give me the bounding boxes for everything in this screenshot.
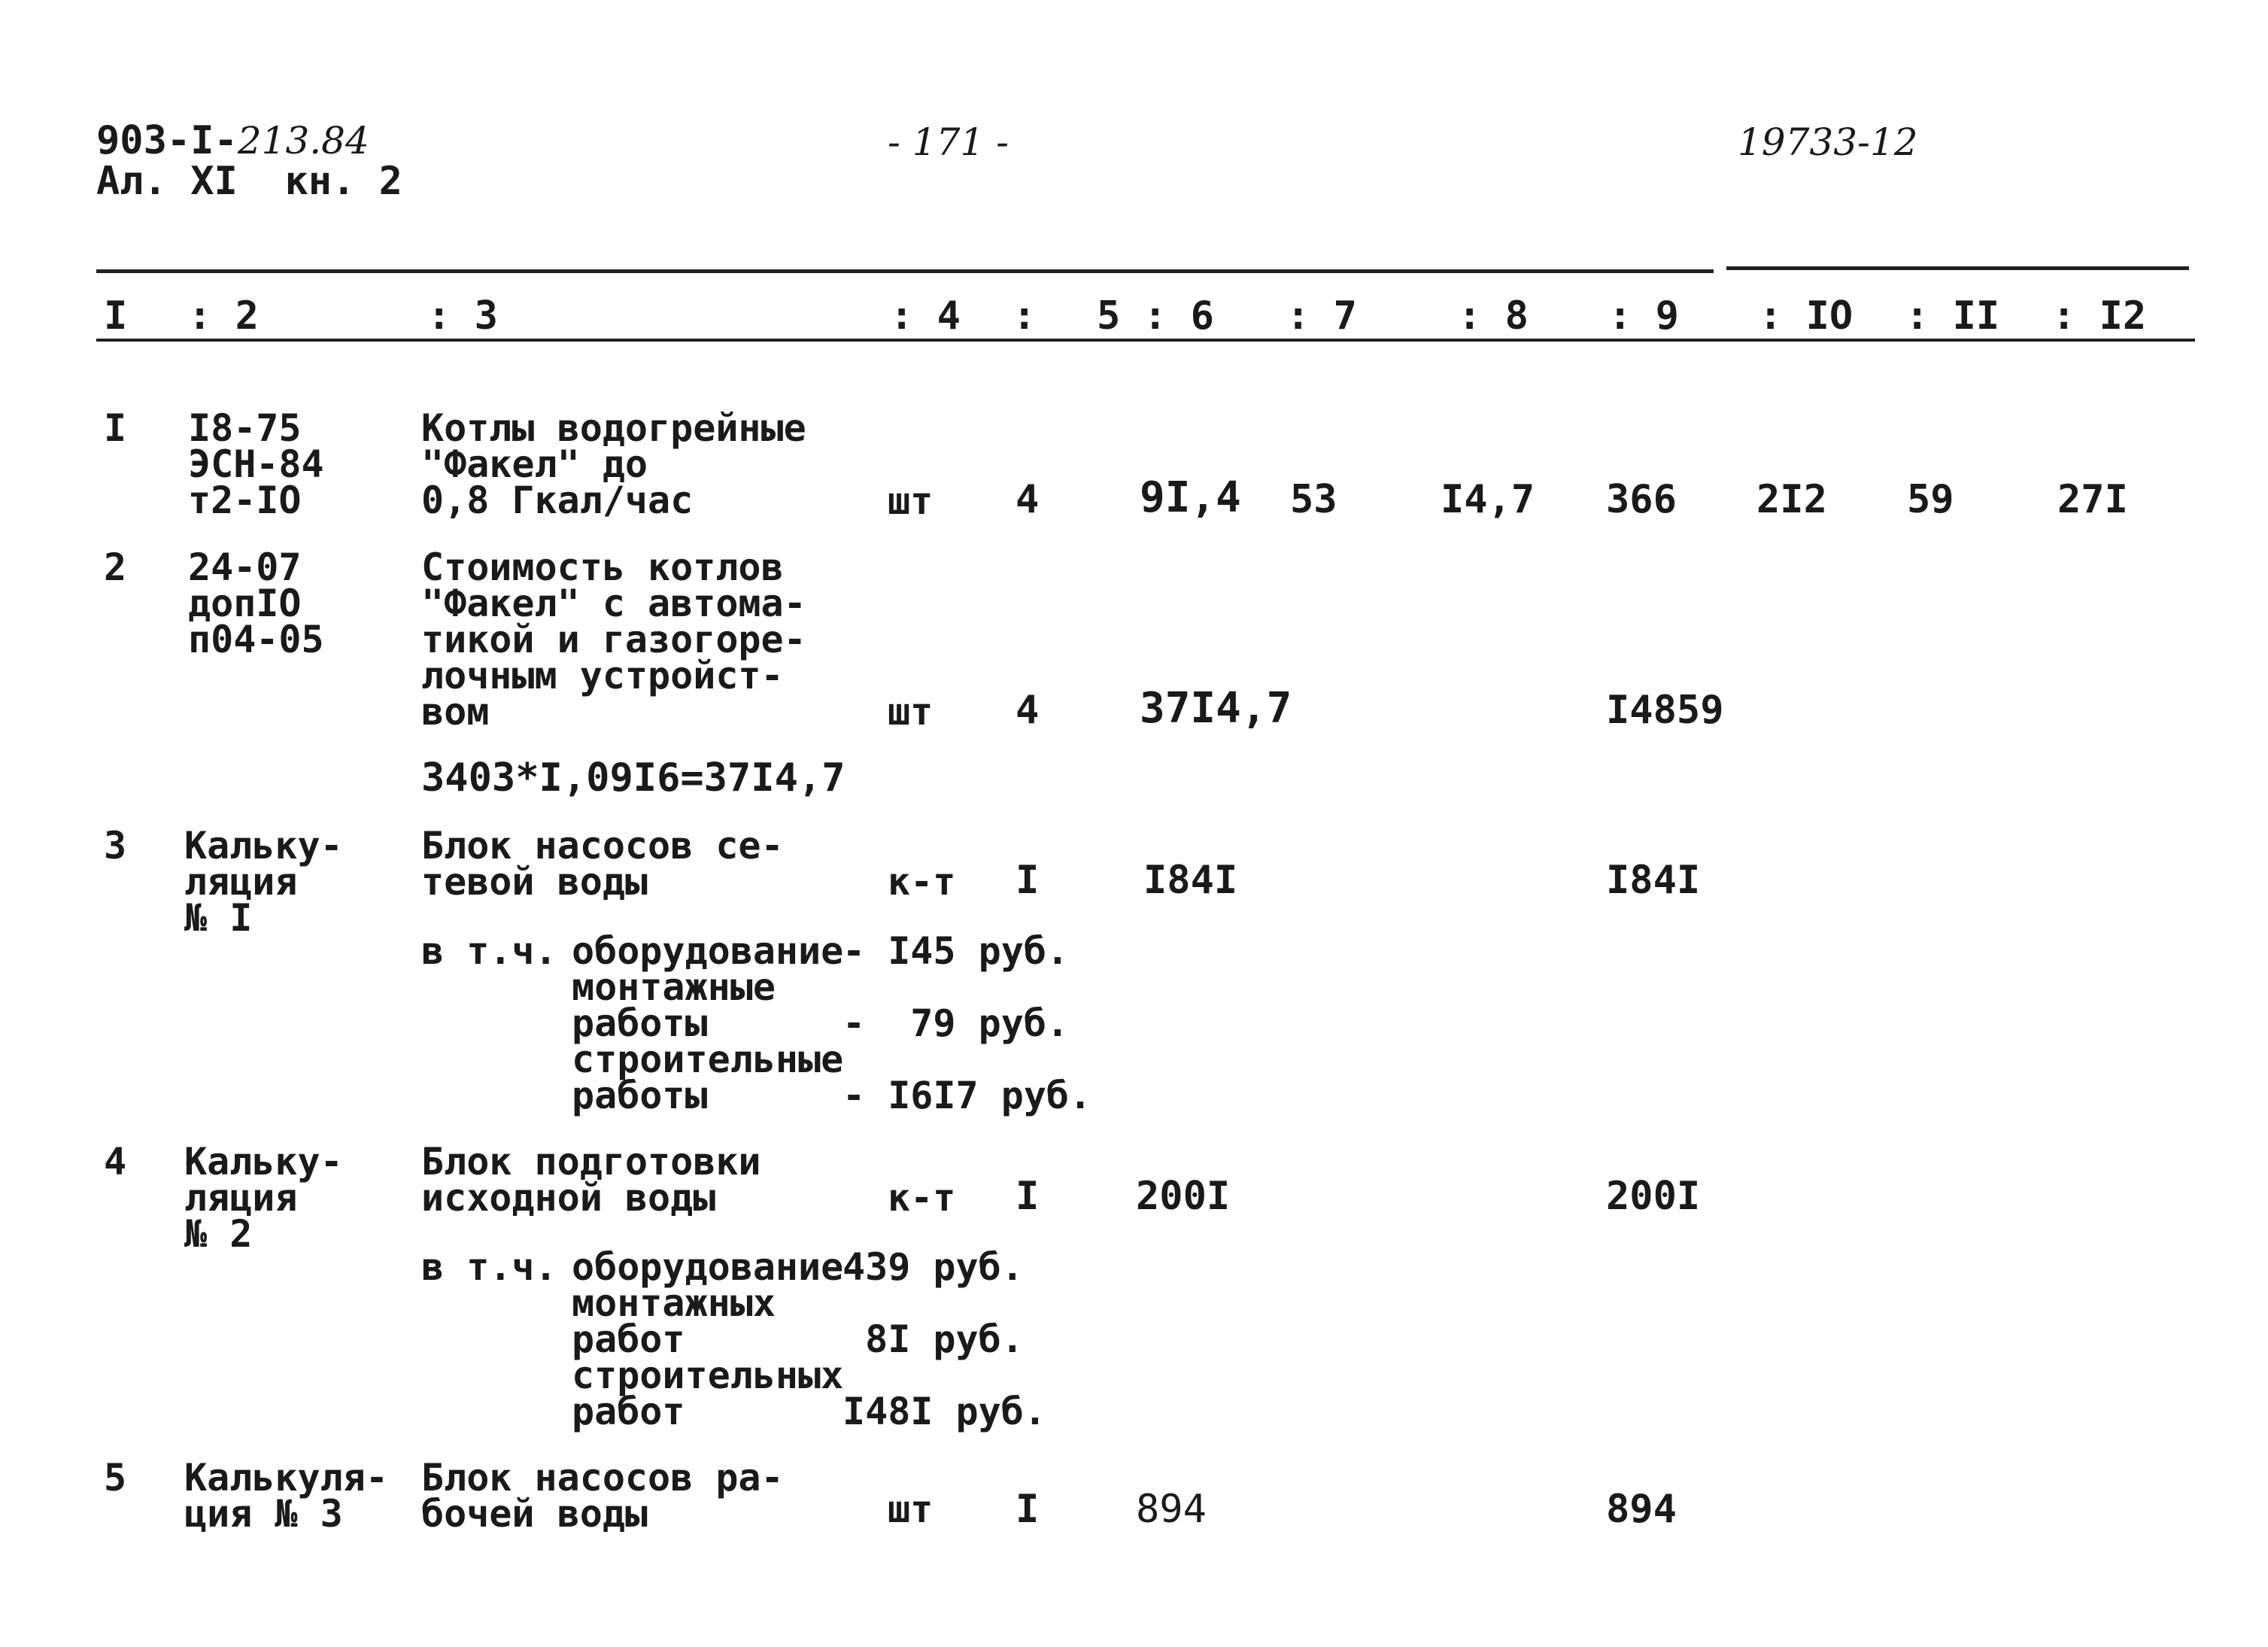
row-5-quantity: I bbox=[1016, 1487, 1040, 1532]
col-6: : 6 bbox=[1143, 293, 1214, 339]
top-rule-left bbox=[96, 269, 1714, 273]
row-4-breakdown-items: оборудование монтажных работ строительных работ bbox=[572, 1245, 844, 1433]
code-prefix: 903-I- bbox=[96, 118, 238, 163]
document-code bbox=[96, 120, 402, 202]
row-2-reference: 24-07 допIO п04-05 bbox=[188, 545, 324, 661]
col-1: I bbox=[104, 293, 128, 339]
row-3-quantity: I bbox=[1016, 858, 1040, 903]
row-2-unit: шт bbox=[888, 690, 934, 734]
row-1-col12: 27I bbox=[2057, 477, 2128, 522]
col-4: : 4 bbox=[890, 293, 961, 339]
col-3: : 3 bbox=[427, 293, 498, 339]
row-5-number: 5 bbox=[104, 1456, 127, 1500]
row-4-quantity: I bbox=[1016, 1174, 1040, 1219]
row-3-col6: I84I bbox=[1143, 858, 1238, 903]
row-1-name: Котлы водогрейные "Факел" до 0,8 Гкал/час bbox=[421, 406, 806, 522]
row-4-breakdown-values: 439 руб. 8I руб. I48I руб. bbox=[843, 1245, 1046, 1433]
row-1-col9: 366 bbox=[1606, 477, 1677, 522]
row-5-col9: 894 bbox=[1606, 1487, 1677, 1532]
row-1-unit: шт bbox=[888, 479, 934, 523]
album-book: Ал. XI кн. 2 bbox=[96, 159, 402, 204]
row-4-unit: к-т bbox=[888, 1176, 956, 1220]
col-5: 5 bbox=[1097, 293, 1121, 339]
row-4-number: 4 bbox=[104, 1140, 127, 1184]
row-2-col9: I4859 bbox=[1606, 688, 1724, 733]
row-1-col10: 2I2 bbox=[1756, 477, 1827, 522]
row-2-formula: 3403*I,09I6=37I4,7 bbox=[421, 755, 846, 801]
code-handwritten: 213.84 bbox=[237, 119, 369, 163]
top-rule-right bbox=[1726, 266, 2189, 270]
col-10: : IO bbox=[1759, 293, 1854, 339]
row-2-quantity: 4 bbox=[1016, 688, 1040, 733]
row-4-name: Блок подготовки исходной воды bbox=[421, 1140, 761, 1220]
row-3-name: Блок насосов се- тевой воды bbox=[421, 824, 784, 904]
row-3-reference: Кальку- ляция № I bbox=[184, 824, 343, 940]
col-12: : I2 bbox=[2052, 293, 2147, 339]
page-number: - 171 - bbox=[888, 120, 1010, 164]
row-5-unit: шт bbox=[888, 1487, 934, 1531]
row-3-breakdown-label: в т.ч. bbox=[421, 929, 557, 973]
reference-number: 19733-12 bbox=[1738, 120, 1918, 164]
row-3-breakdown-values: - I45 руб. - 79 руб. - I6I7 руб. bbox=[843, 929, 1092, 1117]
row-1-col7: 53 bbox=[1290, 477, 1337, 522]
row-5-col6: 894 bbox=[1136, 1487, 1207, 1532]
column-header-row bbox=[96, 295, 2195, 340]
col-sep: : bbox=[1013, 293, 1037, 339]
row-3-unit: к-т bbox=[888, 860, 956, 904]
row-4-col9: 200I bbox=[1606, 1174, 1701, 1219]
col-9: : 9 bbox=[1608, 293, 1679, 339]
row-2-name: Стоимость котлов "Факел" с автома- тикой и газогоре- лочным устройст- вом bbox=[421, 545, 806, 734]
row-1-col8: I4,7 bbox=[1441, 477, 1535, 522]
col-7: : 7 bbox=[1286, 293, 1357, 339]
row-3-number: 3 bbox=[104, 824, 127, 868]
row-3-col9: I84I bbox=[1606, 858, 1701, 903]
row-5-reference: Калькуля- ция № 3 bbox=[184, 1456, 388, 1536]
row-2-col6: 37I4,7 bbox=[1140, 684, 1292, 733]
col-2: : 2 bbox=[188, 293, 259, 339]
row-1-col6: 9I,4 bbox=[1140, 473, 1241, 522]
row-2-number: 2 bbox=[104, 545, 127, 589]
col-8: : 8 bbox=[1458, 293, 1529, 339]
col-11: : II bbox=[1905, 293, 2000, 339]
row-3-breakdown-items: оборудование монтажные работы строительные работы bbox=[572, 929, 844, 1117]
header-underline bbox=[96, 339, 2195, 342]
row-1-quantity: 4 bbox=[1016, 477, 1040, 522]
row-4-col6: 200I bbox=[1136, 1174, 1231, 1219]
row-4-reference: Кальку- ляция № 2 bbox=[184, 1140, 343, 1256]
row-4-breakdown-label: в т.ч. bbox=[421, 1245, 557, 1289]
row-1-reference: I8-75 ЭСН-84 т2-IO bbox=[188, 406, 324, 522]
row-1-col11: 59 bbox=[1907, 477, 1954, 522]
row-5-name: Блок насосов ра- бочей воды bbox=[421, 1456, 784, 1536]
row-1-number: I bbox=[104, 406, 127, 450]
